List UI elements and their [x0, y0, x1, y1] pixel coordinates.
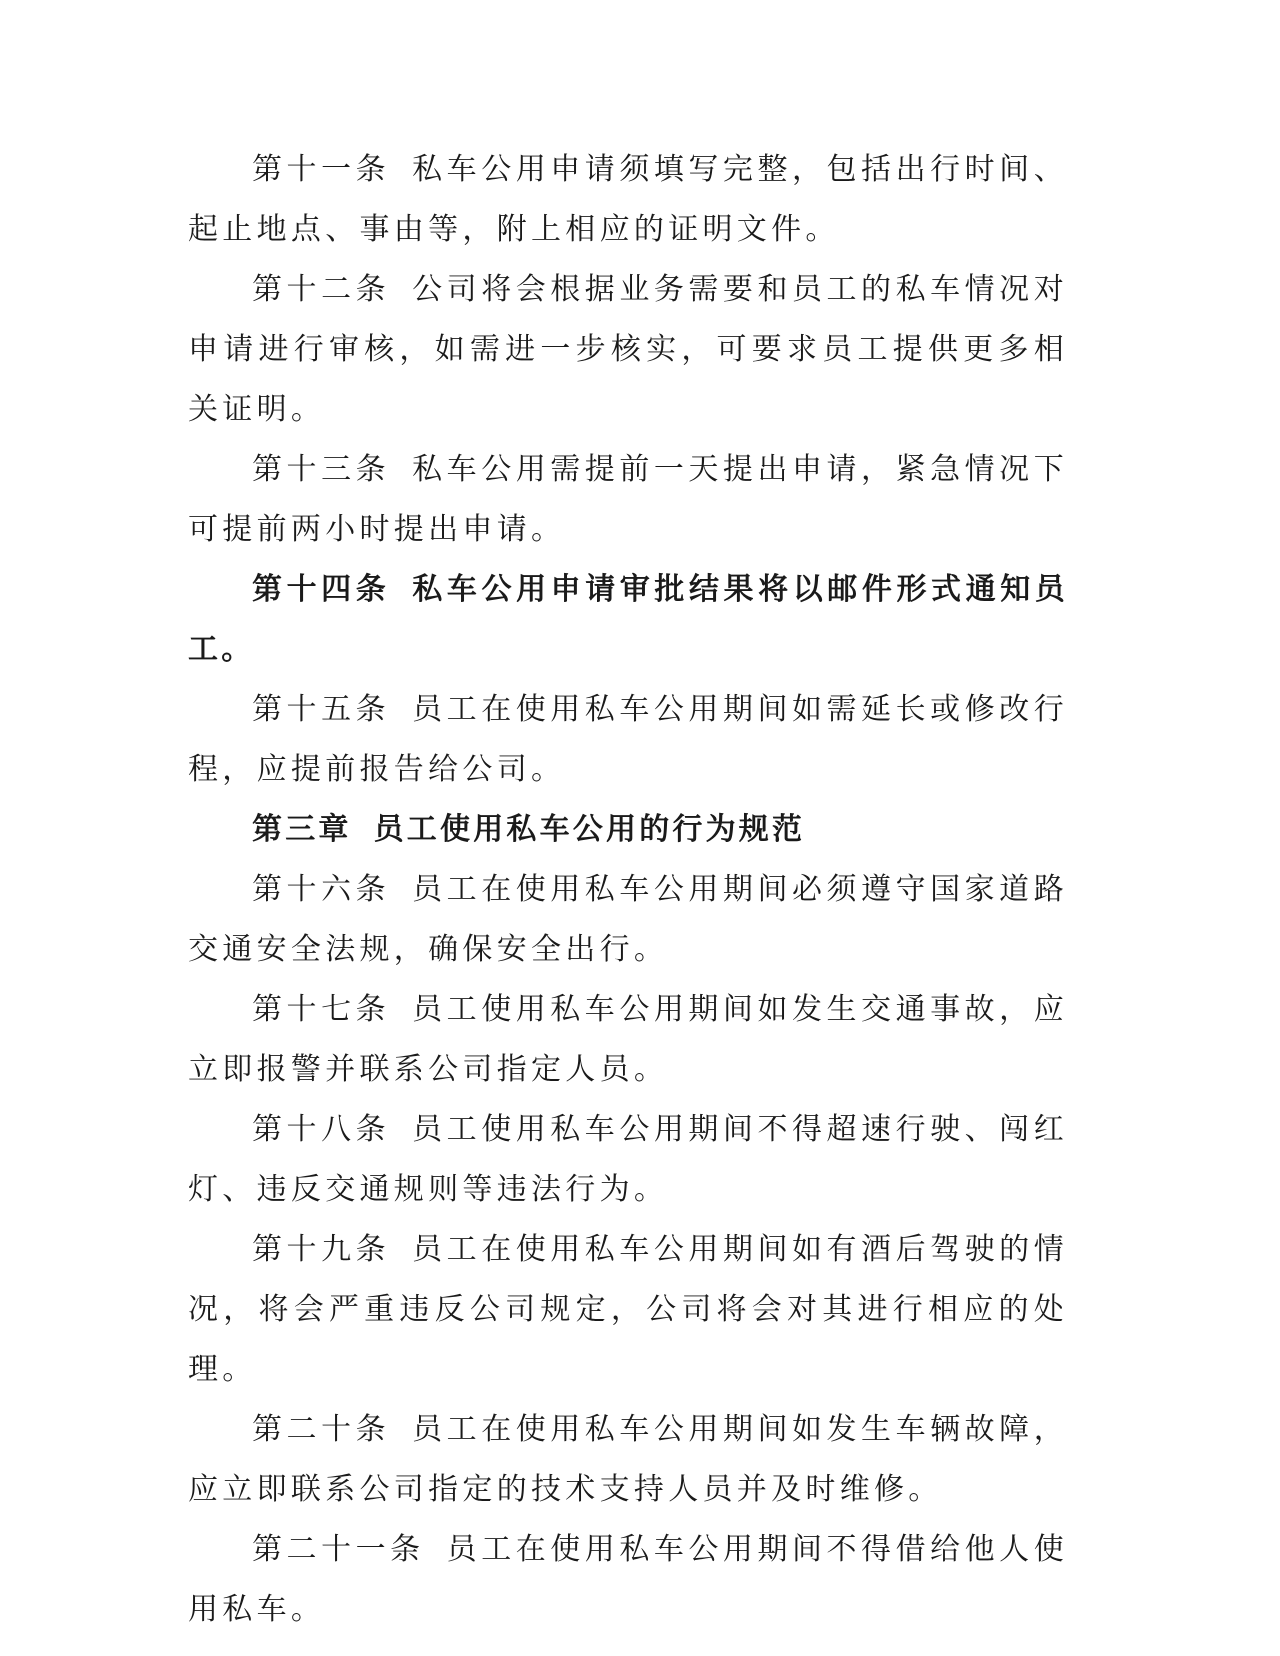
article-15 [188, 680, 1068, 800]
article-text: 员工在使用私车公用期间必须遵守国家道路交通安全法规，确保安全出行。 [188, 872, 1069, 967]
chapter-title: 员工使用私车公用的行为规范 [373, 812, 806, 847]
article-title: 第十四条 [252, 572, 391, 607]
article-text: 员工在使用私车公用期间如需延长或修改行程，应提前报告给公司。 [188, 692, 1069, 787]
article-title: 第十二条 [252, 272, 391, 307]
article-title: 第十六条 [252, 872, 391, 907]
article-19 [188, 1220, 1068, 1400]
article-title: 第十五条 [252, 692, 391, 727]
article-18 [188, 1100, 1068, 1220]
article-text: 员工在使用私车公用期间如有酒后驾驶的情况，将会严重违反公司规定，公司将会对其进行相应的处理。 [188, 1232, 1069, 1387]
article-text: 员工在使用私车公用期间如发生车辆故障，应立即联系公司指定的技术支持人员并及时维修。 [188, 1412, 1069, 1507]
chapter-heading [188, 800, 1068, 860]
article-21 [188, 1520, 1068, 1640]
article-title: 第十七条 [252, 992, 391, 1027]
article-title: 第十九条 [252, 1232, 391, 1267]
chapter-number: 第三章 [252, 812, 352, 847]
article-20 [188, 1400, 1068, 1520]
article-text: 公司将会根据业务需要和员工的私车情况对申请进行审核，如需进一步核实，可要求员工提供更多相关证明。 [188, 272, 1069, 427]
article-title: 第二十条 [252, 1412, 391, 1447]
article-text: 员工使用私车公用期间如发生交通事故，应立即报警并联系公司指定人员。 [188, 992, 1069, 1087]
document-body [188, 140, 1068, 1640]
article-11 [188, 140, 1068, 260]
article-title: 第十三条 [252, 452, 391, 487]
article-text: 员工在使用私车公用期间不得借给他人使用私车。 [188, 1532, 1069, 1627]
article-title: 第二十一条 [252, 1532, 425, 1567]
article-text: 私车公用需提前一天提出申请，紧急情况下可提前两小时提出申请。 [188, 452, 1069, 547]
article-13 [188, 440, 1068, 560]
article-12 [188, 260, 1068, 440]
article-title: 第十八条 [252, 1112, 391, 1147]
article-text: 私车公用申请审批结果将以邮件形式通知员工。 [188, 572, 1068, 667]
article-17 [188, 980, 1068, 1100]
article-text: 私车公用申请须填写完整，包括出行时间、起止地点、事由等，附上相应的证明文件。 [188, 152, 1069, 247]
article-text: 员工使用私车公用期间不得超速行驶、闯红灯、违反交通规则等违法行为。 [188, 1112, 1069, 1207]
article-title: 第十一条 [252, 152, 391, 187]
article-16 [188, 860, 1068, 980]
article-14 [188, 560, 1068, 680]
